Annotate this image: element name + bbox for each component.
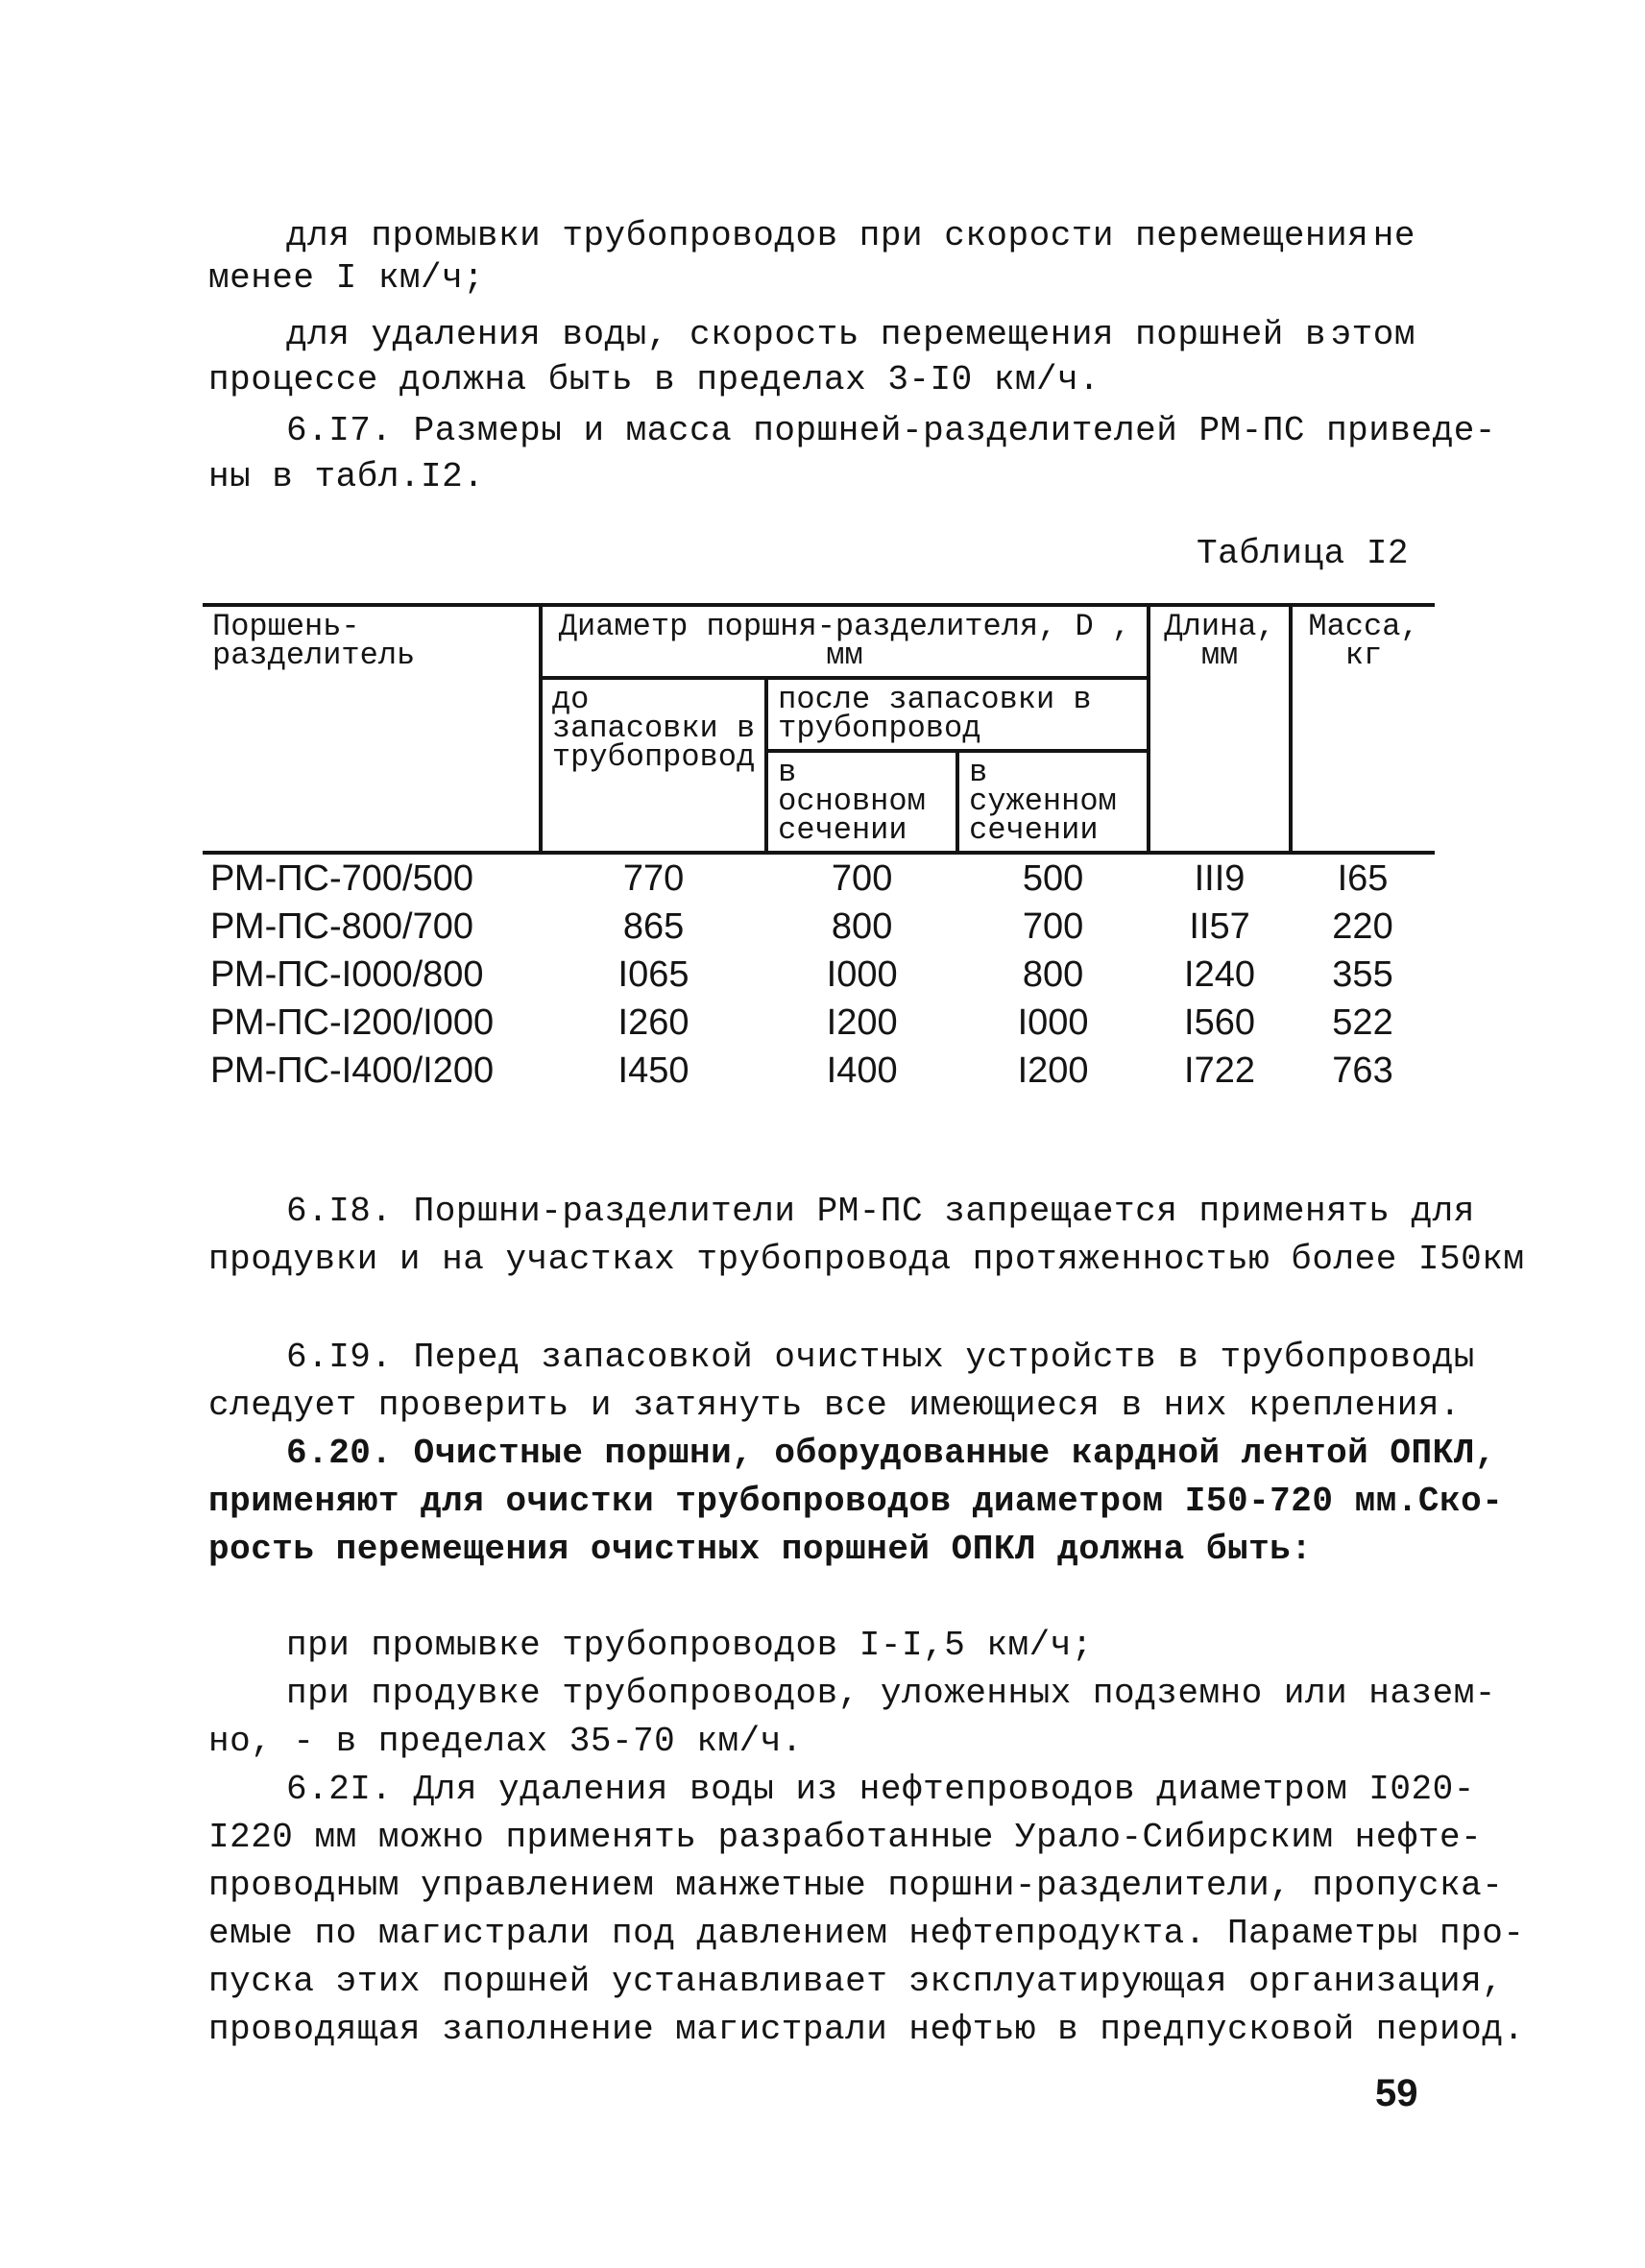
header-before-insertion: до запасовки в трубопровод	[541, 678, 766, 853]
text-line: при продувке трубопроводов, уложенных подземно или назем-	[286, 1674, 1496, 1713]
header-piston-name: Поршень-разделитель	[212, 609, 416, 673]
cell-main: 800	[831, 906, 893, 947]
cell-main: I200	[826, 1002, 898, 1043]
text-line: I220 мм можно применять разработанные Урало-Сибирским нефте-	[208, 1818, 1483, 1857]
cell-length: I240	[1184, 954, 1256, 995]
cell-mass: 763	[1332, 1050, 1393, 1091]
cell-length: I560	[1184, 1002, 1256, 1043]
cell-narrow: I200	[1017, 1050, 1089, 1091]
table-caption: Таблица I2	[1197, 534, 1410, 573]
text-line: продувки и на участках трубопровода протяженностью более I50км	[208, 1240, 1525, 1279]
cell-before: I065	[617, 954, 689, 995]
cell-narrow: 700	[1022, 906, 1084, 947]
cell-mass: I65	[1337, 858, 1389, 899]
cell-before: 770	[622, 858, 685, 899]
cell-name: РМ-ПС-I400/I200	[210, 1050, 495, 1091]
cell-length: III9	[1194, 858, 1246, 899]
table-row	[203, 903, 1435, 951]
cell-mass: 522	[1332, 1002, 1393, 1043]
text-line: проводящая заполнение магистрали нефтью в предпусковой период.	[208, 2010, 1525, 2049]
header-main-section: в основном сечении	[766, 751, 957, 853]
text-line: но, - в пределах 35-70 км/ч.	[208, 1722, 803, 1761]
table-row	[203, 951, 1435, 999]
cell-name: РМ-ПС-I000/800	[210, 954, 484, 995]
paragraph-6-19: 6.I9. Перед запасовкой очистных устройств в трубопроводы	[286, 1338, 1475, 1377]
table-row	[203, 1047, 1435, 1095]
table-row	[203, 999, 1435, 1047]
cell-length: II57	[1189, 906, 1250, 947]
cell-length: I722	[1184, 1050, 1256, 1091]
text-line: пуска этих поршней устанавливает эксплуатирующая организация,	[208, 1962, 1504, 2001]
text-line: для удаления воды, скорость перемещения поршней в этом	[286, 315, 1415, 354]
table-row	[203, 853, 1435, 903]
paragraph-6-21: 6.2I. Для удаления воды из нефтепроводов диаметром I020-	[286, 1770, 1475, 1809]
cell-name: РМ-ПС-700/500	[210, 858, 473, 899]
paragraph-6-18: 6.I8. Поршни-разделители РМ-ПС запрещается применять для	[286, 1192, 1475, 1231]
header-length: Длина, мм	[1149, 605, 1291, 853]
header-narrow-section: в суженном сечении	[957, 751, 1149, 853]
paragraph-6-17: 6.I7. Размеры и масса поршней-разделителей РМ-ПС приведе-	[286, 411, 1496, 450]
text-line: для промывки трубопроводов при скорости перемещения не	[286, 216, 1415, 255]
text-line: применяют для очистки трубопроводов диаметром I50-720 мм.Ско-	[208, 1482, 1504, 1521]
text-line: следует проверить и затянуть все имеющиеся в них крепления.	[208, 1386, 1462, 1425]
header-mass: Масса, кг	[1291, 605, 1435, 853]
cell-narrow: I000	[1017, 1002, 1089, 1043]
cell-narrow: 800	[1022, 954, 1084, 995]
cell-main: I000	[826, 954, 898, 995]
cell-main: 700	[831, 858, 893, 899]
cell-before: I450	[617, 1050, 689, 1091]
paragraph-6-20: 6.20. Очистные поршни, оборудованные кардной лентой ОПКЛ,	[286, 1434, 1496, 1473]
header-after-insertion: после запасовки в трубопровод	[766, 678, 1149, 751]
cell-name: РМ-ПС-800/700	[210, 906, 473, 947]
header-diameter: Диаметр поршня-разделителя, D , мм	[541, 605, 1149, 678]
text-line: ны в табл.I2.	[208, 457, 485, 496]
text-line: емые по магистрали под давлением нефтепродукта. Параметры про-	[208, 1914, 1525, 1953]
cell-before: I260	[617, 1002, 689, 1043]
cell-mass: 220	[1332, 906, 1393, 947]
page-number: 59	[1375, 2072, 1418, 2114]
cell-name: РМ-ПС-I200/I000	[210, 1002, 495, 1043]
text-line: менее I км/ч;	[208, 258, 485, 298]
cell-main: I400	[826, 1050, 898, 1091]
cell-before: 865	[622, 906, 685, 947]
cell-narrow: 500	[1022, 858, 1084, 899]
text-line: рость перемещения очистных поршней ОПКЛ должна быть:	[208, 1530, 1313, 1569]
cell-mass: 355	[1332, 954, 1393, 995]
text-line: при промывке трубопроводов I-I,5 км/ч;	[286, 1626, 1093, 1665]
table-12	[203, 603, 1435, 1095]
text-line: проводным управлением манжетные поршни-разделители, пропуска-	[208, 1866, 1504, 1905]
text-line: процессе должна быть в пределах 3-I0 км/ч.	[208, 360, 1101, 399]
